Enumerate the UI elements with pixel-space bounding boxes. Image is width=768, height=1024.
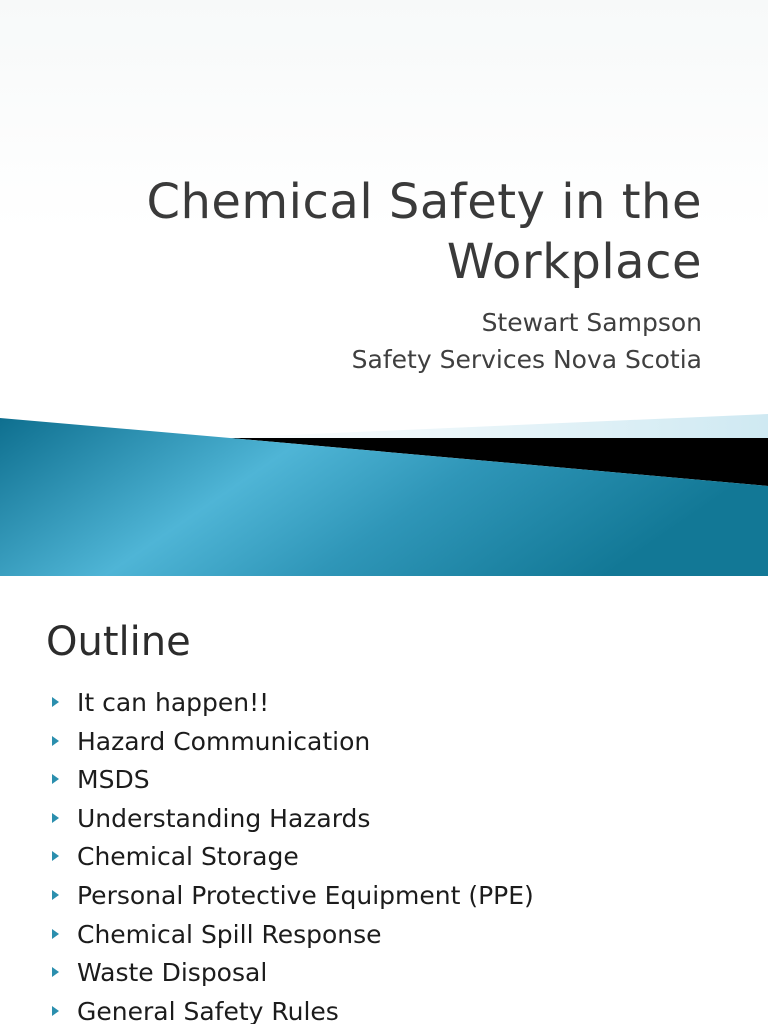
triangle-bullet-icon [52,736,59,746]
slide-subtitle [102,304,702,378]
outline-title: Outline [46,619,191,665]
outline-slide [0,576,768,1024]
list-item-text: Waste Disposal [77,958,268,988]
list-item-text: Hazard Communication [77,726,371,756]
triangle-bullet-icon [52,1006,59,1016]
list-item-text: General Safety Rules [77,996,339,1024]
list-item [52,723,534,762]
triangle-bullet-icon [52,851,59,861]
list-item-text: Understanding Hazards [77,803,371,833]
list-item [52,761,534,800]
slide-title [62,172,702,292]
slide-title-line-1: Chemical Safety in the [146,174,702,230]
list-item-text: Personal Protective Equipment (PPE) [77,880,534,910]
triangle-bullet-icon [52,813,59,823]
author-name: Stewart Sampson [481,308,702,337]
list-item [52,800,534,839]
list-item [52,877,534,916]
triangle-bullet-icon [52,967,59,977]
triangle-bullet-icon [52,929,59,939]
list-item [52,993,534,1024]
list-item-text: MSDS [77,765,150,795]
band-pale-streak [220,414,768,438]
list-item-text: Chemical Spill Response [77,919,382,949]
list-item [52,916,534,955]
triangle-bullet-icon [52,774,59,784]
list-item [52,684,534,723]
slide-title-line-2: Workplace [446,234,702,290]
organization-name: Safety Services Nova Scotia [351,345,702,374]
triangle-bullet-icon [52,697,59,707]
list-item-text: Chemical Storage [77,842,299,872]
list-item [52,838,534,877]
decorative-wave-band [0,410,768,576]
outline-bullet-list [52,684,534,1024]
triangle-bullet-icon [52,890,59,900]
list-item [52,954,534,993]
list-item-text: It can happen!! [77,688,270,717]
